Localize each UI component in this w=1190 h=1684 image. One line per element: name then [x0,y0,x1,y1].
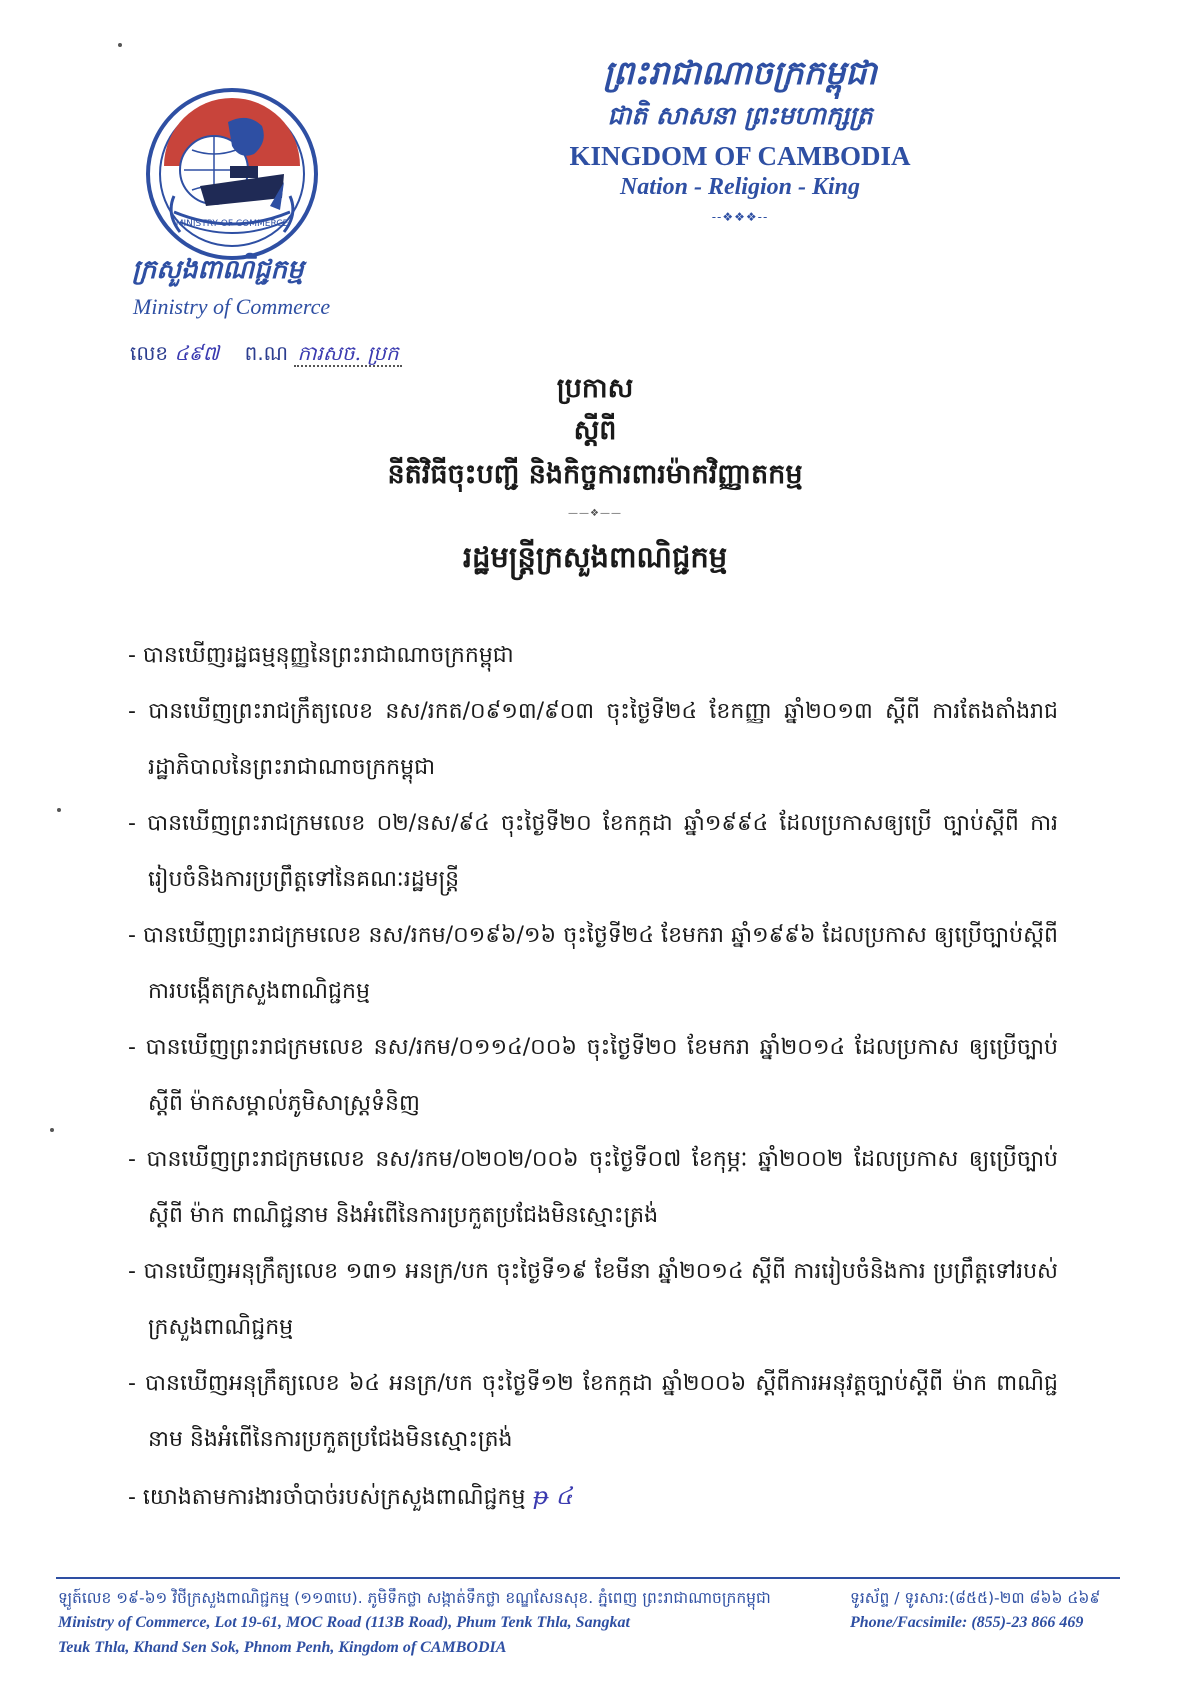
list-item: - បានឃើញព្រះរាជក្រមលេខ នស/រកម/០១១៤/០០៦ ចុះថ្ងៃទី២០ ខែមករា ឆ្នាំ២០១៤ ដែលប្រកាស ឲ្យប្រើច្បាប់ស្តីពី ម៉ាកសម្គាល់ភូមិសាស្ត្រទំនិញ [128,1035,1058,1116]
list-item: - បានឃើញរដ្ឋធម្មនុញ្ញនៃព្រះរាជាណាចក្រកម្ពុជា [128,643,514,668]
title-prakas: ប្រកាស [556,373,634,404]
list-item: - បានឃើញអនុក្រឹត្យលេខ ៦៤ អនក្រ/បក ចុះថ្ងៃទី១២ ខែកក្កដា ឆ្នាំ២០០៦ ស្តីពីការអនុវត្តច្បាប់ស្តីពី ម៉ាក ពាណិជ្ជនាម និងអំពើនៃការប្រកួតប្រជែងមិនស្មោះត្រង់ [128,1371,1058,1452]
list-item: - បានឃើញព្រះរាជក្រមលេខ ០២/នស/៩៤ ចុះថ្ងៃទី២០ ខែកក្កដា ឆ្នាំ១៩៩៤ ដែលប្រកាសឲ្យប្រើ ច្បាប់ស្តីពី ការរៀបចំនិងការប្រព្រឹត្តទៅនៃគណៈរដ្ឋមន្ត្រី [128,811,1058,892]
footer-address-en-line1: Ministry of Commerce, Lot 19-61, MOC Road (113B Road), Phum Tenk Thla, Sangkat [58,1614,630,1631]
reference-handwritten: ការសច. ប្រក [294,341,401,367]
ministry-seal-icon [144,86,320,262]
title-on: ស្តីពី [573,415,617,446]
handwritten-annotation: ᵽ ៤ [532,1482,573,1510]
footer-divider [56,1577,1120,1579]
kingdom-name-en: KINGDOM OF CAMBODIA [569,141,911,171]
announcement-title [0,368,1190,577]
list-item: - បានឃើញអនុក្រឹត្យលេខ ១៣១ អនក្រ/បក ចុះថ្ងៃទី១៩ ខែមីនា ឆ្នាំ២០១៤ ស្តីពី ការរៀបចំនិងការ ប្រព្រឹត្តទៅរបស់ក្រសួងពាណិជ្ជកម្ម [128,1259,1058,1340]
header-divider: --❖❖❖-- [711,210,769,224]
legal-basis-list [128,628,1058,1526]
scan-speck [118,43,122,47]
list-item: - បានឃើញព្រះរាជក្រឹត្យលេខ នស/រកត/០៩១៣/៩០៣ ចុះថ្ងៃទី២៤ ខែកញ្ញា ឆ្នាំ២០១៣ ស្តីពី ការតែងតាំងរាជរដ្ឋាភិបាលនៃព្រះរាជាណាចក្រកម្ពុជា [128,699,1058,780]
issuing-authority: រដ្ឋមន្ត្រីក្រសួងពាណិជ្ជកម្ម [462,540,728,574]
list-item-text: - យោងតាមការងារចាំបាច់របស់ក្រសួងពាណិជ្ជកម្ម [128,1485,526,1510]
scan-speck [57,808,61,812]
logo-ring-text: MINISTRY OF COMMERCE [175,219,289,229]
ministry-name-en: Ministry of Commerce [133,294,331,319]
footer-address [58,1586,828,1660]
footer-address-en-line2: Teuk Thla, Khand Sen Sok, Phnom Penh, Kingdom of CAMBODIA [58,1639,507,1656]
title-separator: ——❖—— [568,508,622,519]
motto-kh: ជាតិ សាសនា ព្រះមហាក្សត្រ [607,101,873,130]
reference-code: ព.ណ [244,341,289,365]
footer-address-kh: ឡូត៍លេខ ១៩-៦១ វិថីក្រសួងពាណិជ្ជកម្ម (១១៣បេ). ភូមិទឹកថ្លា សង្កាត់ទឹកថ្លា ខណ្ឌសែនសុខ. ភ្នំពេញ ព្រះរាជាណាចក្រកម្ពុជា [58,1589,771,1607]
kingdom-name-kh: ព្រះរាជាណាចក្រកម្ពុជា [603,53,877,92]
reference-number-label: លេខ [130,341,169,365]
kingdom-header [540,50,940,224]
footer-contact [850,1586,1120,1635]
scan-speck [50,1128,54,1132]
reference-number-value: ៤៩៧ [174,341,220,365]
title-subject: នីតិវិធីចុះបញ្ជី និងកិច្ចការពារម៉ាកវិញ្ញាតកម្ម [387,459,803,490]
footer-phone-kh: ទូរស័ព្ទ / ទូរសារ:(៨៥៥)-២៣ ៨៦៦ ៤៦៩ [850,1589,1101,1607]
list-item: - បានឃើញព្រះរាជក្រមលេខ នស/រកម/០២០២/០០៦ ចុះថ្ងៃទី០៧ ខែកុម្ភៈ ឆ្នាំ២០០២ ដែលប្រកាស ឲ្យប្រើច្បាប់ស្តីពី ម៉ាក ពាណិជ្ជនាម និងអំពើនៃការប្រកួតប្រជែងមិនស្មោះត្រង់ [128,1147,1058,1228]
ministry-name-kh: ក្រសួងពាណិជ្ជកម្ម [132,255,304,285]
list-item-last [128,1468,1058,1526]
motto-en: Nation - Religion - King [619,174,861,200]
list-item: - បានឃើញព្រះរាជក្រមលេខ នស/រកម/០១៩៦/១៦ ចុះថ្ងៃទី២៤ ខែមករា ឆ្នាំ១៩៩៦ ដែលប្រកាស ឲ្យប្រើច្បាប់ស្តីពី ការបង្កើតក្រសួងពាណិជ្ជកម្ម [128,923,1058,1004]
footer-phone-en: Phone/Facsimile: (855)-23 866 469 [850,1614,1084,1631]
reference-number [130,340,402,370]
